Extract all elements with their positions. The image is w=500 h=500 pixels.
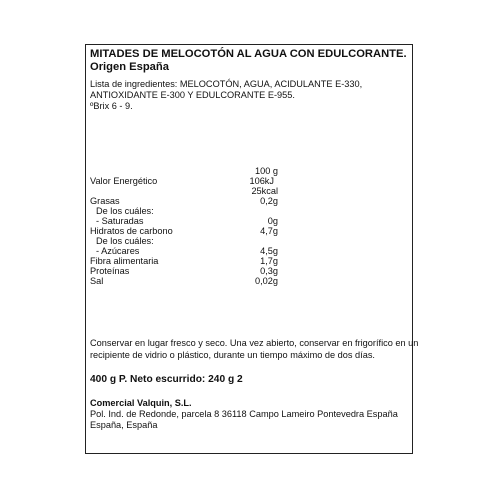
nutrient-label-saturates: - Saturadas <box>96 216 144 226</box>
company-name: Comercial Valquin, S.L. <box>90 398 192 408</box>
ingredients-line-1: Lista de ingredientes: MELOCOTÓN, AGUA, ACIDULANTE E-330, <box>90 79 363 89</box>
nutrient-label-fibre: Fibra alimentaria <box>90 256 159 266</box>
company-country: España, España <box>90 420 158 430</box>
energy-kcal-value: 25kcal <box>251 186 278 196</box>
brix-range: ºBrix 6 - 9. <box>90 101 133 111</box>
nutrient-label-salt: Sal <box>90 276 104 286</box>
net-weight: 400 g P. Neto escurrido: 240 g 2 <box>90 374 243 385</box>
origin-label: Origen España <box>90 61 169 73</box>
nutrient-label-sugars: - Azúcares <box>96 246 140 256</box>
nutrient-label-of-which-carbs: De los cuáles: <box>96 236 154 246</box>
nutrient-label-of-which-fat: De los cuáles: <box>96 206 154 216</box>
nutrient-label-carbohydrates: Hidratos de carbono <box>90 226 173 236</box>
storage-instructions-line-2: recipiente de vidrio o plástico, durante un tiempo máximo de dos días. <box>90 350 375 360</box>
nutrient-label-fat: Grasas <box>90 196 120 206</box>
product-title: MITADES DE MELOCOTÓN AL AGUA CON EDULCORANTE. <box>90 48 407 60</box>
nutrient-label-protein: Proteínas <box>90 266 130 276</box>
nutrient-value-sugars: 4,5g <box>260 246 278 256</box>
company-address: Pol. Ind. de Redonde, parcela 8 36118 Campo Lameiro Pontevedra España <box>90 409 398 419</box>
nutrient-value-fat: 0,2g <box>260 196 278 206</box>
nutrient-value-salt: 0,02g <box>255 276 278 286</box>
nutrition-header-100g: 100 g <box>255 166 278 176</box>
nutrient-value-saturates: 0g <box>267 216 278 226</box>
storage-instructions-line-1: Conservar en lugar fresco y seco. Una vez abierto, conservar en frigorífico en un <box>90 338 419 348</box>
ingredients-line-2: ANTIOXIDANTE E-300 Y EDULCORANTE E-955. <box>90 90 295 100</box>
nutrient-value-fibre: 1,7g <box>260 256 278 266</box>
nutrient-value-carbohydrates: 4,7g <box>260 226 278 236</box>
energy-label: Valor Energético <box>90 176 158 186</box>
nutrient-value-protein: 0,3g <box>260 266 278 276</box>
energy-kj-value: 106kJ <box>249 176 274 186</box>
